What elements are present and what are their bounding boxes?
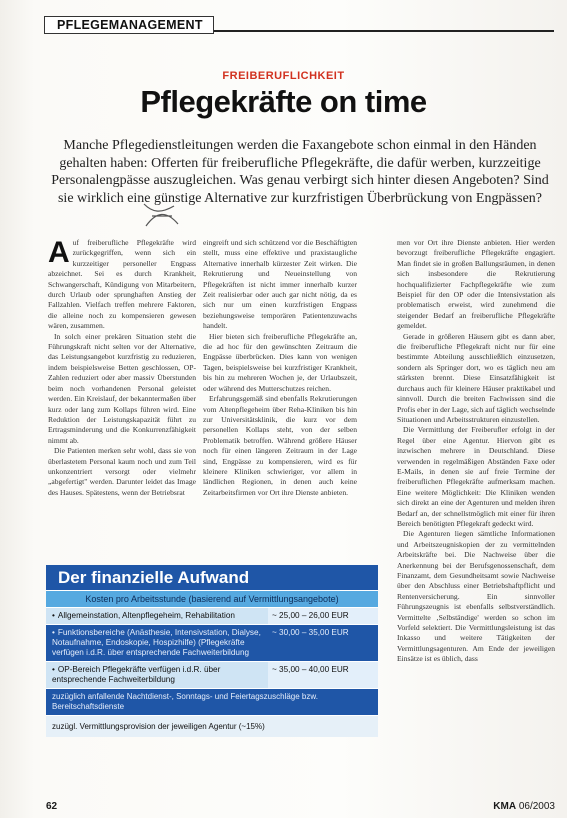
article-title: Pflegekräfte on time [140, 84, 427, 119]
cost-table [46, 565, 378, 737]
article-kicker: FREIBERUFLICHKEIT [222, 70, 345, 82]
cost-row-value: ~ 25,00 – 26,00 EUR [268, 608, 378, 624]
bullet-icon: • [52, 628, 55, 637]
cost-row-label-wrap [46, 662, 268, 688]
cost-table-note: zuzügl. Vermittlungsprovision der jeweiligen Agentur (~15%) [46, 715, 378, 737]
paragraph [48, 238, 196, 332]
magazine-footer [493, 801, 555, 812]
bullet-icon: • [52, 611, 55, 620]
paragraph: Die Agenturen liegen sämtliche Informationen und Arbeitszeugniskopien der zu vermittelnden Arbeitskräfte bei. Die Nachweise über die Anerkennung bei der Berufsgenossenschaft, dem Finanzamt, dem Gesundheitsamt sowie Nachweise über den Abschluss einer Betriebshaftpflicht und Rentenversicherung. Ein sinnvoller Führungszeugnis ist ebenfalls selbstverständlich. Vermittelte ‚Selbständige' werden so schon im Vorfeld selektiert. Die Vermittlungsleistung ist das Inkasso und weitere Tätigkeiten der Vermittlungsagenturen. Am Ende der jeweiligen Einsätze ist es üblich, dass [397, 529, 555, 664]
text-column-2 [203, 238, 357, 556]
cost-table-note: zuzüglich anfallende Nachtdienst-, Sonntags- und Feiertagszuschläge bzw. Bereitschaftsdienste [46, 688, 378, 715]
cost-row-label: OP-Bereich Pflegekräfte verfügen i.d.R. über entsprechende Fachweiterbildung [52, 665, 221, 684]
section-label: PFLEGEMANAGEMENT [44, 16, 214, 34]
magazine-issue: 06/2003 [518, 801, 555, 812]
paragraph: Erfahrungsgemäß sind ebenfalls Rekrutierungen vom Altenpflegeheim über Reha-Kliniken bis hin zur Universitätsklinik, die kurz vor dem personellen Kollaps steht, von der selben Problematik betroffen. Während größere Häuser noch für einen längeren Zeitraum in der Lage sind, Engpässe zu kompensieren, wird es für kleinere Kliniken schwieriger, vor allem in ländlichen Regionen, in denen auch keine Zeitarbeitsfirmen vor Ort ihre Dienste anbieten. [203, 394, 357, 497]
text-column-1 [48, 238, 196, 498]
cost-row-label-wrap [46, 625, 268, 661]
article-lead: Manche Pflegedienstleitungen werden die Faxangebote schon einmal in den Händen gehalten haben: Offerten für freiberufliche Pflegekräfte, die dafür werben, kurzzeitige Personalengpässe auszugleichen. Was genau verbirgt sich hinter diesen Angeboten? Sind sie wirklich eine günstige Alternative zur kurzfristigen Überbrückung von Engpässen? [51, 138, 549, 206]
cost-row [46, 661, 378, 688]
cost-row-label-wrap [46, 608, 268, 624]
cost-row [46, 607, 378, 624]
cost-row [46, 624, 378, 661]
bullet-icon: • [52, 665, 55, 674]
paragraph-text: uf freiberufliche Pflegekräfte wird zurückgegriffen, wenn sich ein kurzzeitiger personeller Engpass abzeichnet. Sei es durch Krankheit, Schwangerschaft, Kündigung von Mitarbeitern, durch Urlaub oder sprunghaften Anstieg der Fallzahlen. Vielfach treffen mehrere Faktoren, die alleine noch zu kompensieren gewesen wären, zusammen. [48, 238, 196, 331]
cost-row-value: ~ 30,00 – 35,00 EUR [268, 625, 378, 661]
cost-table-subtitle: Kosten pro Arbeitsstunde (basierend auf Vermittlungsangebote) [46, 590, 378, 607]
paragraph: eingreift und sich schützend vor die Beschäftigten stellt, muss eine effektive und praxistaugliche Alternative innerhalb kürzester Zeit wirken. Die Rekrutierung und Neueinstellung von Pflegekräften ist nicht immer innerhalb kurzer Zeit realisierbar oder auch gar nicht nötig, da es sich nur um einen kurzfristigen Engpass beziehungsweise temporären Patientenzuwachs handelt. [203, 238, 357, 331]
paragraph: Hier bieten sich freiberufliche Pflegekräfte an, die ad hoc für den gewünschten Zeitraum die Engpässe überbrücken. Dies kann von wenigen Tagen, beispielsweise bei kurzfristiger Krankheit, bis hin zu mehreren Wochen je, der Urlaubszeit, oder während des Mutterschutzes reichen. [203, 331, 357, 393]
section-header [44, 16, 554, 34]
cost-table-title: Der finanzielle Aufwand [46, 565, 378, 590]
paragraph: Gerade in größeren Häusern gibt es dann aber, die freiberufliche Pflegekraft nicht nur für eine bestimmte Abteilung ausschließlich einzusetzen, sondern als Springer dort, wo es täglich neu am stärksten brennt. Diese Einsatzfähigkeit ist durchaus auch für kleinere Häuser praktikabel und sinnvoll. Durch die breiten Fachwissen sind die Profis eher in der Lage, sich auf täglich wechselnde Situationen und Arbeitsstrukturen einzustellen. [397, 331, 555, 424]
cost-row-label: Allgemeinstation, Altenpflegeheim, Rehabilitation [57, 611, 235, 620]
text-column-3 [397, 238, 555, 785]
cost-row-label: Funktionsbereiche (Anästhesie, Intensivstation, Dialyse, Notaufnahme, Endoskopie, Hospizhilfe) (Pflegekräfte verfügen i.d.R. über entsprechende Fachweiterbildung [52, 628, 261, 657]
page-number: 62 [46, 801, 58, 812]
paragraph: Die Vermittlung der Freiberufler erfolgt in der Regel über eine Agentur. Hiervon gibt es inzwischen mehrere in Deutschland. Diese verwenden in regelmäßigen Abständen Faxe oder E-Mails, in denen sie auf freie Termine der freiberuflichen Pflegekräfte aufmerksam machen. Eine weitere Möglichkeit: Die Kliniken wenden sich direkt an eine der Agenturen und melden ihren Bedarf an, der schnellstmöglich mit einer für ihren Bereich benötigten Pflegekraft gedeckt wird. [397, 425, 555, 528]
cost-row-value: ~ 35,00 – 40,00 EUR [268, 662, 378, 688]
drop-cap: A [48, 236, 70, 269]
decorative-squiggle-icon [138, 200, 184, 230]
paragraph: In solch einer prekären Situation steht die Führungskraft nicht selten vor der Alternative, das Leistungsangebot kurzfristig zu reduzieren, indem beispielsweise Betten geschlossen, OP-Zahlen reduziert oder aber massiv Überstunden beim noch vorhandenen Personal geleistet werden. Ein Kreislauf, der bekanntermaßen über kurz oder lang zum Kollaps führen wird. Eine Reduktion der Leistungskapazität führt zu Ertragsminderung und die Konkurrenzfähigkeit nimmt ab. [48, 331, 196, 445]
paragraph: Die Patienten merken sehr wohl, dass sie von überlastetem Personal kaum noch und zum Teil unkonzentriert versorgt oder vielmehr „abgefertigt" werden. Darunter leidet das Image des Hauses. Spätestens, wenn der Betriebsrat [48, 446, 196, 497]
magazine-name: KMA [493, 801, 517, 812]
paragraph: men vor Ort ihre Dienste anbieten. Hier werden bevorzugt freiberufliche Pflegekräfte engagiert. Man findet sie in großen Ballungsräumen, in denen sich insbesondere die Rekrutierung hochqualifizierter Fachpflegekräfte wie zum Beispiel für den OP oder die Intensivstation als problematisch erweist, wird zunehmend die steigender Bedarf an freiberufliche Pflegekräfte gemeldet. [397, 238, 555, 331]
